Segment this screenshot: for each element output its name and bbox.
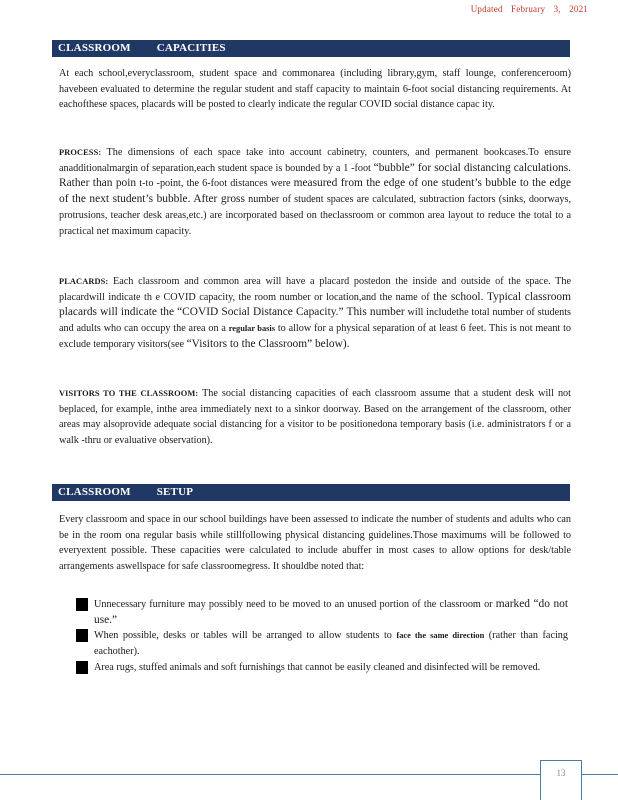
visitors-paragraph bbox=[59, 386, 571, 449]
bullet-text: (rather than facing eachother). bbox=[94, 630, 568, 658]
capacities-intro: At each school,everyclassroom, student space and commonarea (including library,gym, staff lounge, conferenceroom) havebeen evaluated to determine the regular student and staff capacity to maintain 6-foot social distancing requirements. At eachofthese spaces, placards will be posted to clearly indicate the regular COVID social distance capac ity. bbox=[59, 68, 571, 111]
placards-label: PLACARDS: bbox=[59, 277, 109, 286]
page-number-tab bbox=[540, 760, 582, 800]
bullet-text-emph: marked “do not use.” bbox=[94, 598, 568, 626]
section-title-part: CAPACITIES bbox=[156, 42, 226, 54]
setup-bullet-list bbox=[76, 597, 568, 676]
placards-regular-basis: regular basis bbox=[228, 324, 275, 334]
process-text: The dimensions of each space take into account cabinetry, counters, and permanent bookcases.To ensure anadditionalmargin of separation,each student space is bounded by a 1 -foot bbox=[59, 147, 571, 174]
section-title-part: CLASSROOM bbox=[58, 486, 131, 498]
square-bullet-icon bbox=[76, 629, 88, 642]
visitors-label: VISITORS TO THE CLASSROOM: bbox=[59, 389, 199, 398]
bullet-item bbox=[76, 660, 568, 676]
process-text: t-to -point, the 6-foot distances were bbox=[136, 178, 294, 190]
setup-intro: Every classroom and space in our school buildings have been assessed to indicate the number of students and adults who can be in the room ona regular basis while stillfollowing physical distancing guidelines.Those maximums will be followed to everyextent possible. These capacities were calculated to include abuffer in most cases to allow options for desk/table arrangements aswellspace for safe classroomegress. It shouldbe noted that: bbox=[59, 514, 571, 573]
section-header-classroom-capacities bbox=[52, 40, 570, 57]
bullet-text: Unnecessary furniture may possibly need to be moved to an unused portion of the classroom or bbox=[94, 599, 496, 610]
placards-text: will includethe total number of students and adults who can occupy the area on a bbox=[59, 307, 572, 335]
bullet-text: Area rugs, stuffed animals and soft furnishings that cannot be easily cleaned and disinfected will be removed. bbox=[94, 661, 541, 673]
footer-rule bbox=[0, 774, 540, 775]
process-text-emph: “bubble” for social distancing calculations. Rather than poin bbox=[59, 161, 572, 190]
square-bullet-icon bbox=[76, 661, 88, 674]
visitors-text: The social distancing capacities of each classroom assume that a student desk will not beplaced, for example, inthe area immediately next to a sinkor doorway. Based on the arrangement of the classroom, other areas may alsoprovide adequate social distancing for a visitor to be positionedona temporary basis (i.e. administrators f or a walk -thru or evaluative observation). bbox=[59, 388, 571, 447]
placards-text-emph: the school. Typical classroom placards will indicate the “COVID Social Distance Capacity.” This number bbox=[59, 290, 571, 319]
bullet-face-same-direction: face the same direction bbox=[396, 631, 485, 641]
process-text: number of student spaces are calculated, subtraction factors (sinks, doorways, protrusions, teacher desk areas,etc.) are incorporated based on theclassroom or common area layout to reduce the total to a practical net maximum capacity. bbox=[59, 194, 572, 237]
page-number: 13 bbox=[556, 768, 566, 778]
footer-rule-right bbox=[582, 774, 618, 775]
process-paragraph bbox=[59, 145, 571, 239]
process-label: PROCESS: bbox=[59, 148, 102, 157]
placards-text: Each classroom and common area will have a placard postedon the inside and outside of the space. The placardwill indicate th e COVID capacity, the room number or location,and the name of bbox=[59, 276, 571, 303]
square-bullet-icon bbox=[76, 598, 88, 611]
placards-text-emph: “Visitors to the Classroom” below). bbox=[186, 337, 350, 350]
section-header-classroom-setup bbox=[52, 484, 570, 501]
bullet-text: When possible, desks or tables will be arranged to allow students to bbox=[94, 630, 397, 642]
bullet-item bbox=[76, 628, 568, 659]
placards-text: to allow for a physical separation of at least 6 feet. This is not meant to exclude temporary visitors(see bbox=[59, 323, 571, 350]
updated-date: Updated February 3, 2021 bbox=[470, 4, 588, 14]
process-text-emph: measured from the edge of one student’s bubble to the edge of the next student’s bubble. After gross bbox=[59, 177, 571, 206]
section-title-part: CLASSROOM bbox=[58, 42, 131, 54]
bullet-item bbox=[76, 597, 568, 628]
section-title-part: SETUP bbox=[156, 486, 194, 498]
placards-paragraph bbox=[59, 274, 571, 353]
